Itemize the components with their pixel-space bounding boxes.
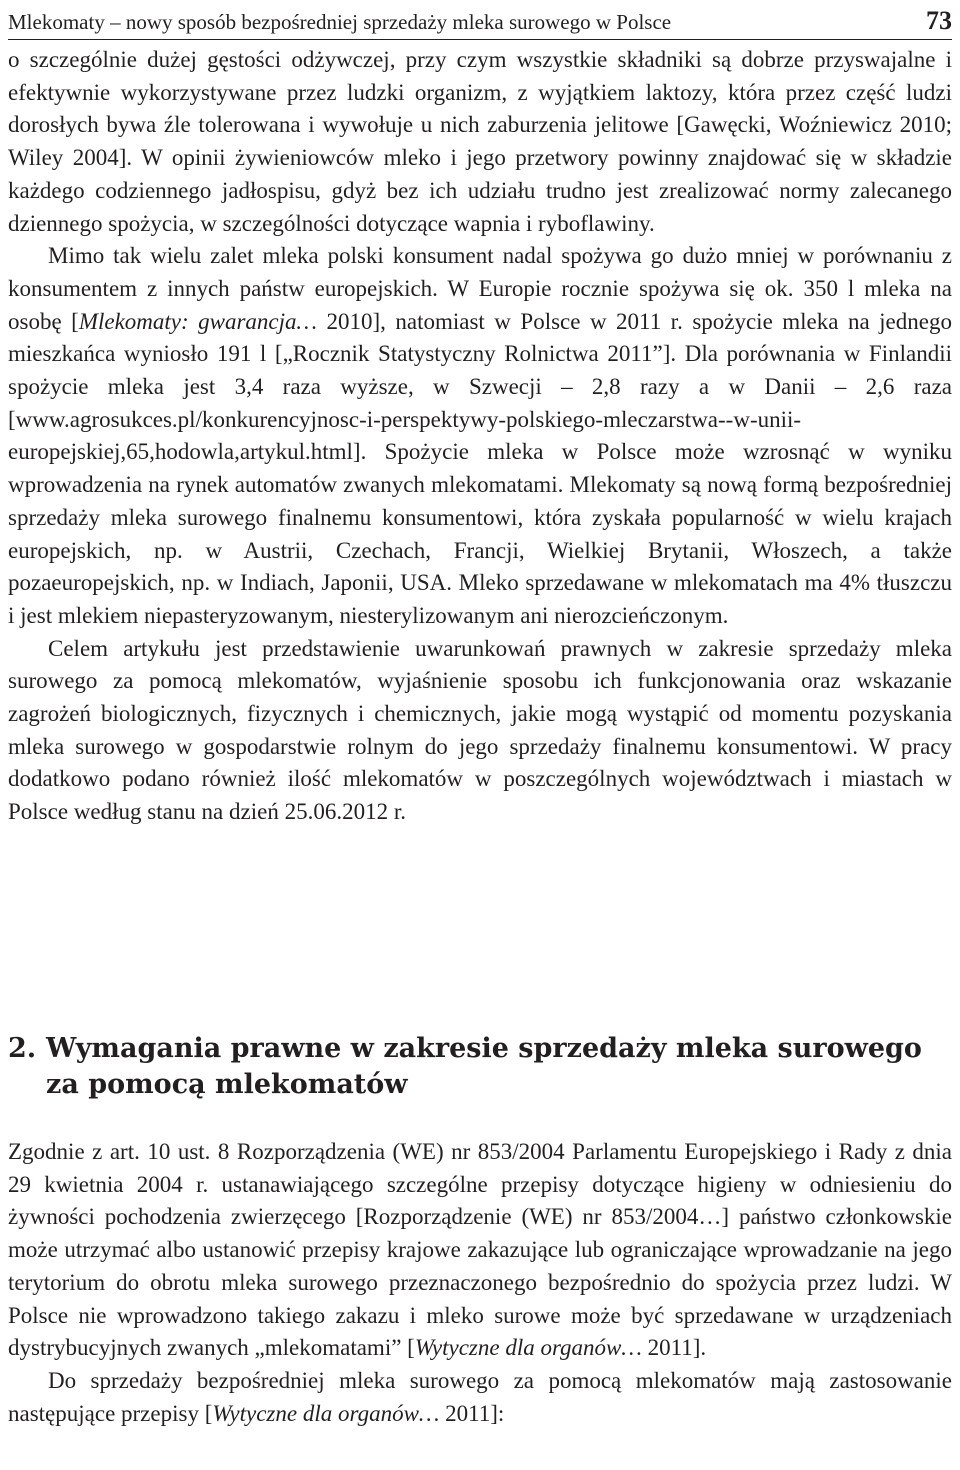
- paragraph-provisions: [8, 1365, 952, 1430]
- section-title-line: za pomocą mlekomatów: [46, 1069, 408, 1100]
- paragraph-text: Mimo tak wielu zalet mleka polski konsument nadal spożywa go dużo mniej w porównaniu z konsumentem z innych państw europejskich. W Europie rocznie spożywa się ok. 350 l mleka na osobę [: [8, 243, 952, 334]
- section-heading: [8, 1031, 952, 1103]
- page-header: [8, 0, 952, 40]
- paragraph-regulation: [8, 1136, 952, 1365]
- paragraph-text: 2010], natomiast w Polsce w 2011 r. spożycie mleka na jednego mieszkańca wyniosło 191 l [„Rocznik Statystyczny Rolnictwa 2011”]. Dla porównania w Finlandii spożycie mleka jest 3,4 raza wyższe, w Szwecji – 2,8 razy a w Danii – 2,6 raza [www.agrosukces.pl/konkurencyjnosc-i-perspektywy-polskiego-mleczarstwa--w-unii-europejskiej,65,hodowla,artykul.html]. Spożycie mleka w Polsce może wzrosnąć w wyniku wprowadzenia na rynek automatów zwanych mlekomatami. Mlekomaty są nową formą bezpośredniej sprzedaży mleka surowego finalnemu konsumentowi, która zyskała popularność w wielu krajach europejskich, np. w Austrii, Czechach, Francji, Wielkiej Brytanii, Włoszech, a także pozaeuropejskich, np. w Indiach, Japonii, USA. Mleko sprzedawane w mlekomatach ma 4% tłuszczu i jest mlekiem niepasteryzowanym, niesterylizowanym ani nierozcieńczonym.: [8, 308, 952, 628]
- running-title: Mlekomaty – nowy sposób bezpośredniej sprzedaży mleka surowego w Polsce: [8, 10, 672, 34]
- paragraph-text: 2011].: [641, 1335, 707, 1361]
- citation-italic: Wytyczne dla organów…: [414, 1335, 642, 1361]
- page-number: 73: [926, 6, 952, 35]
- paragraph-aim: Celem artykułu jest przedstawienie uwarunkowań prawnych w zakresie sprzedaży mleka surowego za pomocą mlekomatów, wyjaśnienie sposobu ich funkcjonowania oraz wskazanie zagrożeń biologicznych, fizycznych i chemicznych, jakie mogą wystąpić od momentu pozyskania mleka surowego w gospodarstwie rolnym do jego sprzedaży finalnemu konsumentowi. W pracy dodatkowo podano również ilość mlekomatów w poszczególnych województwach i miastach w Polsce według stanu na dzień 25.06.2012 r.: [8, 635, 952, 825]
- citation-italic: Mlekomaty: gwarancja…: [78, 308, 317, 334]
- paragraph-text: Zgodnie z art. 10 ust. 8 Rozporządzenia (WE) nr 853/2004 Parlamentu Europejskiego i Rady z dnia 29 kwietnia 2004 r. ustanawiającego szczególne przepisy dotyczące higieny w odniesieniu do żywności pochodzenia zwierzęcego [Rozporządzenie (WE) nr 853/2004…] państwo członkowskie może utrzymać albo ustanowić przepisy krajowe zakazujące lub ograniczające wprowadzanie na jego terytorium do obrotu mleka surowego przeznaczonego bezpośrednio do spożycia przez ludzi. W Polsce nie wprowadzono takiego zakazu i mleko surowe może być sprzedawane w urządzeniach dystrybucyjnych zwanych „mlekomatami” [: [8, 1139, 952, 1361]
- section-title-line: Wymagania prawne w zakresie sprzedaży mleka surowego: [46, 1033, 922, 1064]
- paragraph-text: 2011]:: [439, 1400, 505, 1426]
- citation-italic: Wytyczne dla organów…: [212, 1400, 440, 1426]
- paragraph-consumption: [8, 240, 952, 632]
- body-text-lower: [8, 1136, 952, 1430]
- body-text-upper: [8, 44, 952, 829]
- paragraph-text: Do sprzedaży bezpośredniej mleka surowego za pomocą mlekomatów mają zastosowanie następujące przepisy [: [8, 1367, 952, 1426]
- paragraph-continuation: o szczególnie dużej gęstości odżywczej, przy czym wszystkie składniki są dobrze przyswajalne i efektywnie wykorzystywane przez ludzki organizm, z wyjątkiem laktozy, która przez część ludzi dorosłych bywa źle tolerowana i wywołuje u nich zaburzenia jelitowe [Gawęcki, Woźniewicz 2010; Wiley 2004]. W opinii żywieniowców mleko i jego przetwory powinny znajdować się w składzie każdego codziennego jadłospisu, gdyż bez ich udziału trudno jest zrealizować normy zalecanego dziennego spożycia, w szczególności dotyczące wapnia i ryboflawiny.: [8, 47, 952, 236]
- section-title: [46, 1031, 922, 1103]
- section-number: 2.: [8, 1033, 37, 1064]
